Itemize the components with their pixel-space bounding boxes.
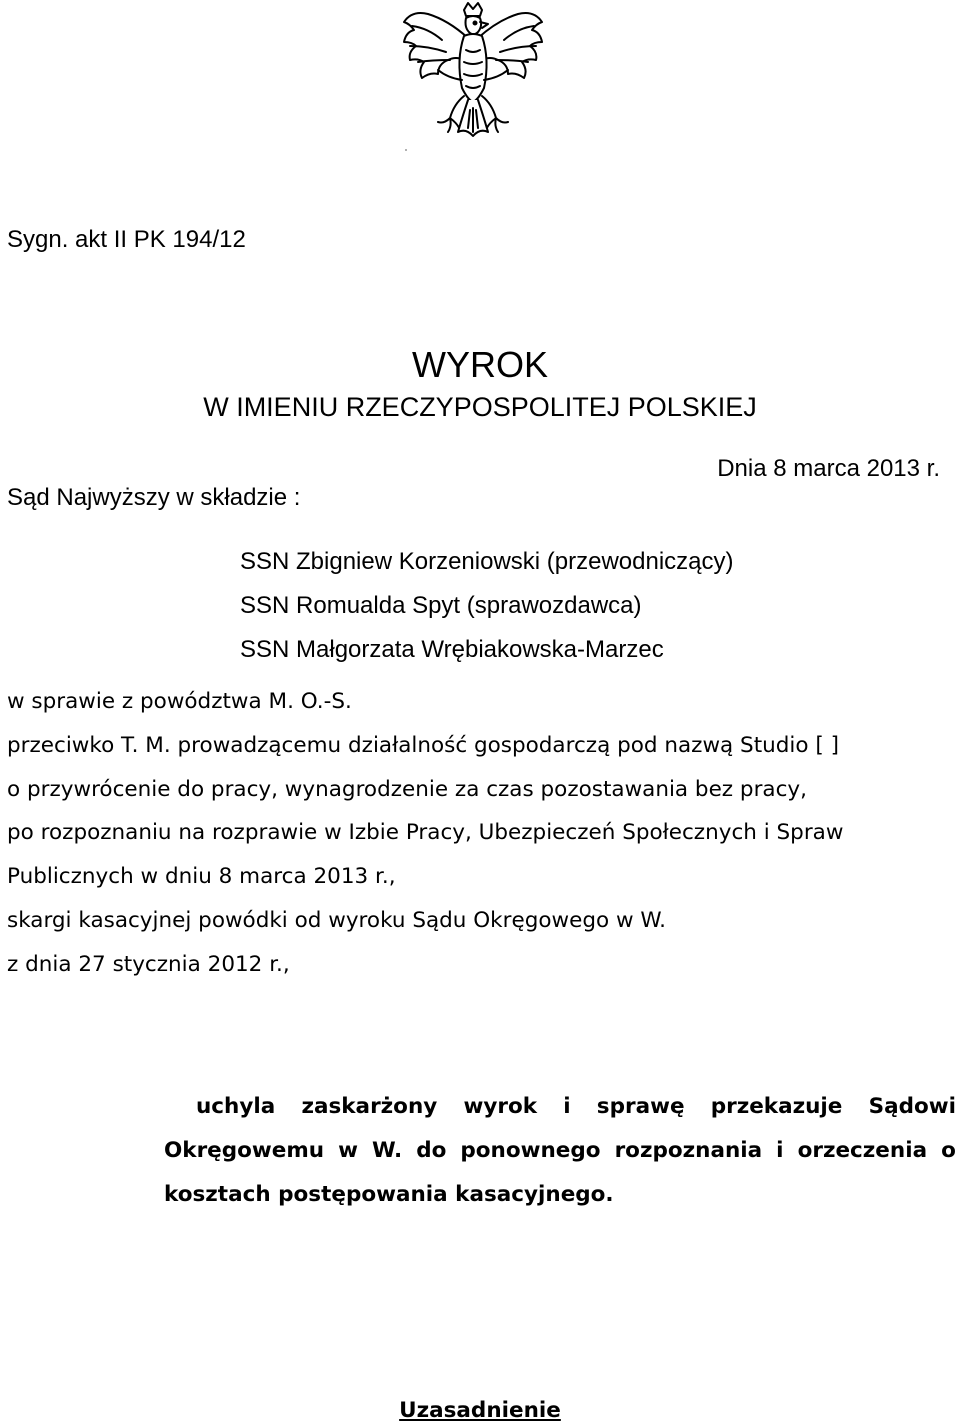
judge-presiding: SSN Zbigniew Korzeniowski (przewodniczący) <box>240 548 734 575</box>
judgment-title: WYROK <box>411 344 548 385</box>
verdict-word: rozpoznania <box>614 1138 763 1163</box>
case-line: przeciwko T. M. prowadzącemu działalność gospodarczą pod nazwą Studio [ ] <box>7 732 839 758</box>
case-line: skargi kasacyjnej powódki od wyroku Sądu Okręgowego w W. <box>7 907 666 933</box>
case-number: Sygn. akt II PK 194/12 <box>7 226 246 253</box>
verdict-word: ponownego <box>460 1138 601 1163</box>
polish-eagle-emblem-icon <box>398 0 548 162</box>
verdict-word: i <box>776 1138 784 1163</box>
verdict <box>164 1085 956 1217</box>
judge-member: SSN Małgorzata Wrębiakowska-Marzec <box>240 636 664 663</box>
verdict-word: o <box>941 1138 956 1163</box>
verdict-word: Sądowi <box>868 1094 956 1119</box>
verdict-word: sprawę <box>596 1094 685 1119</box>
case-line: z dnia 27 stycznia 2012 r., <box>7 951 290 977</box>
verdict-line <box>164 1085 956 1129</box>
judgment-subtitle: W IMIENIU RZECZYPOSPOLITEJ POLSKIEJ <box>203 392 757 422</box>
verdict-word: Okręgowemu <box>164 1138 325 1163</box>
verdict-word: W. <box>372 1138 403 1163</box>
case-description <box>7 680 952 987</box>
verdict-word: zaskarżony <box>301 1094 438 1119</box>
judge-rapporteur: SSN Romualda Spyt (sprawozdawca) <box>240 592 642 619</box>
verdict-word: do <box>416 1138 447 1163</box>
case-line: o przywrócenie do pracy, wynagrodzenie za czas pozostawania bez pracy, <box>7 776 807 802</box>
verdict-word: przekazuje <box>710 1094 843 1119</box>
verdict-word: uchyla <box>196 1094 276 1119</box>
verdict-word: wyrok <box>463 1094 538 1119</box>
judges-list <box>240 540 734 672</box>
verdict-line <box>164 1173 956 1217</box>
verdict-word: orzeczenia <box>797 1138 928 1163</box>
reasons-heading: Uzasadnienie <box>399 1398 561 1423</box>
verdict-line <box>164 1129 956 1173</box>
case-line: w sprawie z powództwa M. O.-S. <box>7 689 352 714</box>
verdict-word: w <box>338 1138 358 1163</box>
case-line: Publicznych w dniu 8 marca 2013 r., <box>7 864 396 890</box>
court-composition-label: Sąd Najwyższy w składzie : <box>7 484 301 511</box>
case-line: po rozpoznaniu na rozprawie w Izbie Pracy, Ubezpieczeń Społecznych i Spraw <box>7 820 844 846</box>
verdict-word: kosztach postępowania kasacyjnego. <box>164 1182 614 1207</box>
judgment-date: Dnia 8 marca 2013 r. <box>717 455 940 482</box>
verdict-word: i <box>563 1094 571 1119</box>
